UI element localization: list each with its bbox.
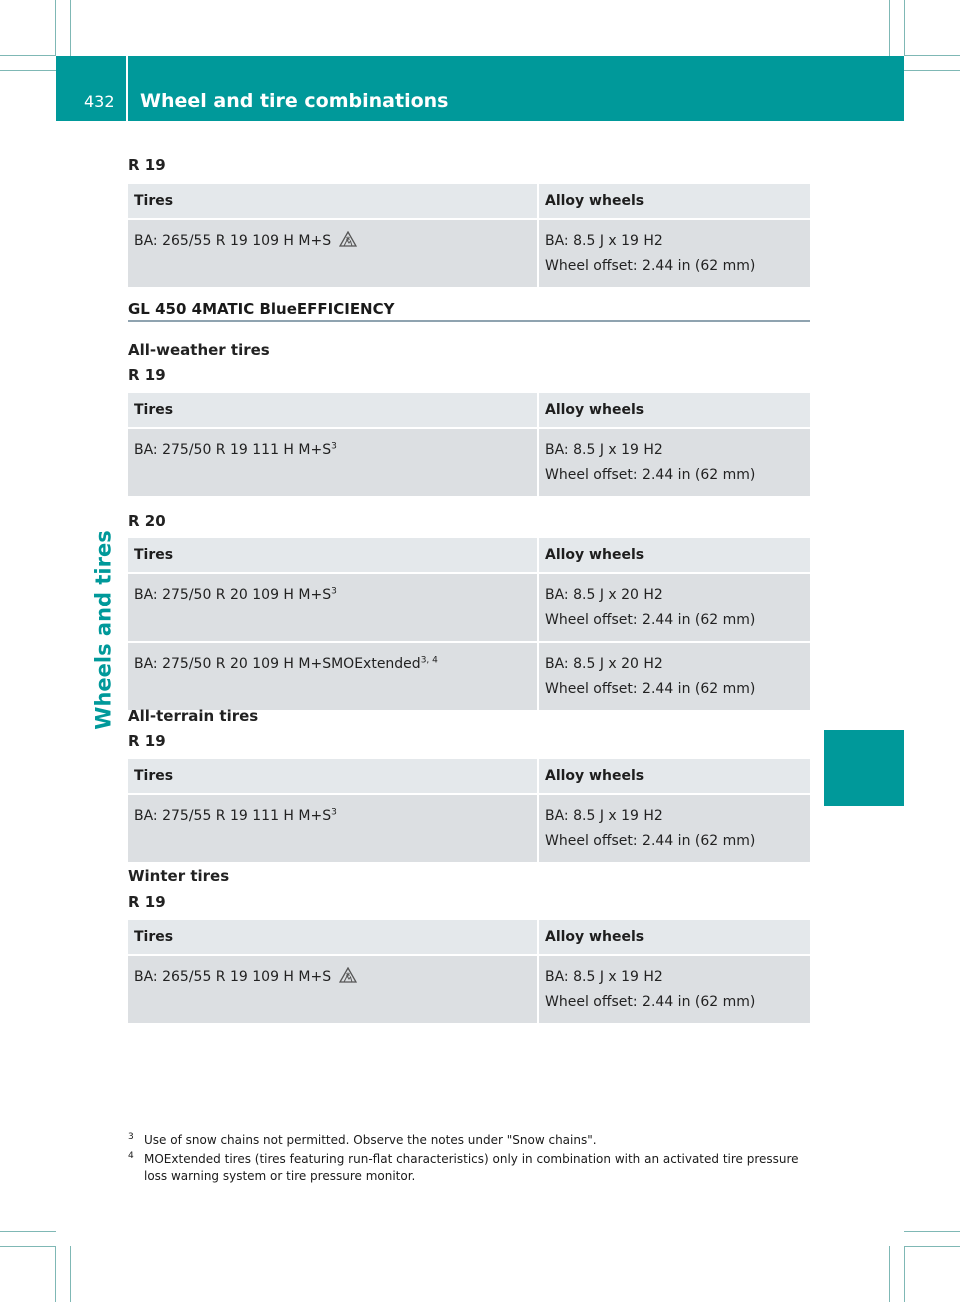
tire-spec: BA: 265/55 R 19 109 H M+S — [134, 233, 332, 249]
tire-table — [128, 759, 810, 864]
footnote-ref: 3 — [331, 586, 337, 597]
crop-mark — [904, 55, 960, 56]
wheel-spec: BA: 8.5 J x 19 H2 — [545, 442, 663, 458]
wheel-spec: BA: 8.5 J x 19 H2 — [545, 233, 663, 249]
tire-table — [128, 538, 810, 712]
wheel-cell — [539, 643, 810, 712]
crop-mark — [55, 0, 56, 56]
footnote-ref: 3 — [331, 441, 337, 452]
tire-spec: BA: 275/50 R 20 109 H M+SMOExtended — [134, 656, 421, 672]
rim-size-label: R 19 — [128, 893, 166, 911]
wheel-cell — [539, 795, 810, 864]
crop-mark — [55, 1246, 56, 1302]
crop-mark — [904, 1246, 960, 1247]
tire-spec: BA: 275/50 R 20 109 H M+S — [134, 587, 332, 603]
wheel-cell — [539, 220, 810, 289]
crop-mark — [0, 1231, 56, 1232]
column-header-alloy-wheels: Alloy wheels — [539, 538, 810, 574]
footnote-ref: 3, 4 — [420, 655, 438, 666]
column-header-alloy-wheels: Alloy wheels — [539, 920, 810, 956]
table-row — [128, 220, 810, 289]
crop-mark — [904, 0, 905, 56]
table-row — [128, 956, 810, 1025]
crop-mark — [904, 1246, 905, 1302]
wheel-spec: BA: 8.5 J x 20 H2 — [545, 587, 663, 603]
column-header-tires: Tires — [128, 920, 539, 956]
column-header-alloy-wheels: Alloy wheels — [539, 393, 810, 429]
crop-mark — [904, 70, 960, 71]
column-header-tires: Tires — [128, 538, 539, 574]
snowflake-mountain-icon — [339, 967, 357, 983]
chapter-tab — [86, 505, 122, 755]
tire-cell — [128, 574, 539, 643]
footnotes — [128, 1132, 814, 1185]
column-header-alloy-wheels: Alloy wheels — [539, 184, 810, 220]
footnote — [128, 1132, 814, 1149]
crop-mark — [70, 1246, 71, 1302]
tire-table — [128, 393, 810, 498]
table-row — [128, 795, 810, 864]
crop-mark — [904, 1231, 960, 1232]
wheel-cell — [539, 429, 810, 498]
column-header-alloy-wheels: Alloy wheels — [539, 759, 810, 795]
page-header — [56, 56, 904, 121]
tire-spec: BA: 275/50 R 19 111 H M+S — [134, 442, 332, 458]
tire-cell — [128, 220, 539, 289]
footnote-number: 3 — [128, 1132, 134, 1142]
footnote-number: 4 — [128, 1151, 134, 1161]
page-number: 432 — [84, 92, 115, 111]
tire-cell — [128, 643, 539, 712]
page-title: Wheel and tire combinations — [140, 90, 449, 112]
wheel-offset: Wheel offset: 2.44 in (62 mm) — [545, 681, 756, 697]
tire-category-label: Winter tires — [128, 867, 230, 885]
footnote — [128, 1151, 814, 1185]
crop-mark — [889, 0, 890, 56]
crop-mark — [0, 70, 56, 71]
tire-spec: BA: 265/55 R 19 109 H M+S — [134, 969, 332, 985]
tire-table — [128, 184, 810, 289]
footnote-text: Use of snow chains not permitted. Observe the notes under "Snow chains". — [144, 1133, 597, 1147]
tire-table — [128, 920, 810, 1025]
rim-size-label: R 19 — [128, 732, 166, 750]
footnote-text: MOExtended tires (tires featuring run-flat characteristics) only in combination with an activated tire pressure loss warning system or tire pressure monitor. — [144, 1152, 799, 1183]
table-row — [128, 574, 810, 643]
rim-size-label: R 19 — [128, 366, 166, 384]
crop-mark — [0, 55, 56, 56]
tire-cell — [128, 429, 539, 498]
wheel-offset: Wheel offset: 2.44 in (62 mm) — [545, 994, 756, 1010]
wheel-cell — [539, 956, 810, 1025]
wheel-cell — [539, 574, 810, 643]
chapter-marker — [824, 730, 904, 806]
crop-mark — [889, 1246, 890, 1302]
wheel-offset: Wheel offset: 2.44 in (62 mm) — [545, 833, 756, 849]
column-header-tires: Tires — [128, 759, 539, 795]
chapter-tab-label: Wheels and tires — [92, 530, 117, 730]
wheel-spec: BA: 8.5 J x 19 H2 — [545, 808, 663, 824]
rim-size-label: R 20 — [128, 512, 166, 530]
header-divider — [126, 56, 128, 121]
column-header-tires: Tires — [128, 393, 539, 429]
wheel-spec: BA: 8.5 J x 19 H2 — [545, 969, 663, 985]
crop-mark — [0, 1246, 56, 1247]
tire-category-label: All-terrain tires — [128, 707, 259, 725]
crop-mark — [70, 0, 71, 56]
table-row — [128, 429, 810, 498]
column-header-tires: Tires — [128, 184, 539, 220]
footnote-ref: 3 — [331, 807, 337, 818]
wheel-offset: Wheel offset: 2.44 in (62 mm) — [545, 467, 756, 483]
wheel-offset: Wheel offset: 2.44 in (62 mm) — [545, 258, 756, 274]
rim-size-label: R 19 — [128, 156, 166, 174]
tire-spec: BA: 275/55 R 19 111 H M+S — [134, 808, 332, 824]
table-row — [128, 643, 810, 712]
snowflake-mountain-icon — [339, 231, 357, 247]
tire-cell — [128, 956, 539, 1025]
tire-category-label: All-weather tires — [128, 341, 270, 359]
tire-cell — [128, 795, 539, 864]
wheel-offset: Wheel offset: 2.44 in (62 mm) — [545, 612, 756, 628]
section-title: GL 450 4MATIC BlueEFFICIENCY — [128, 300, 810, 322]
wheel-spec: BA: 8.5 J x 20 H2 — [545, 656, 663, 672]
